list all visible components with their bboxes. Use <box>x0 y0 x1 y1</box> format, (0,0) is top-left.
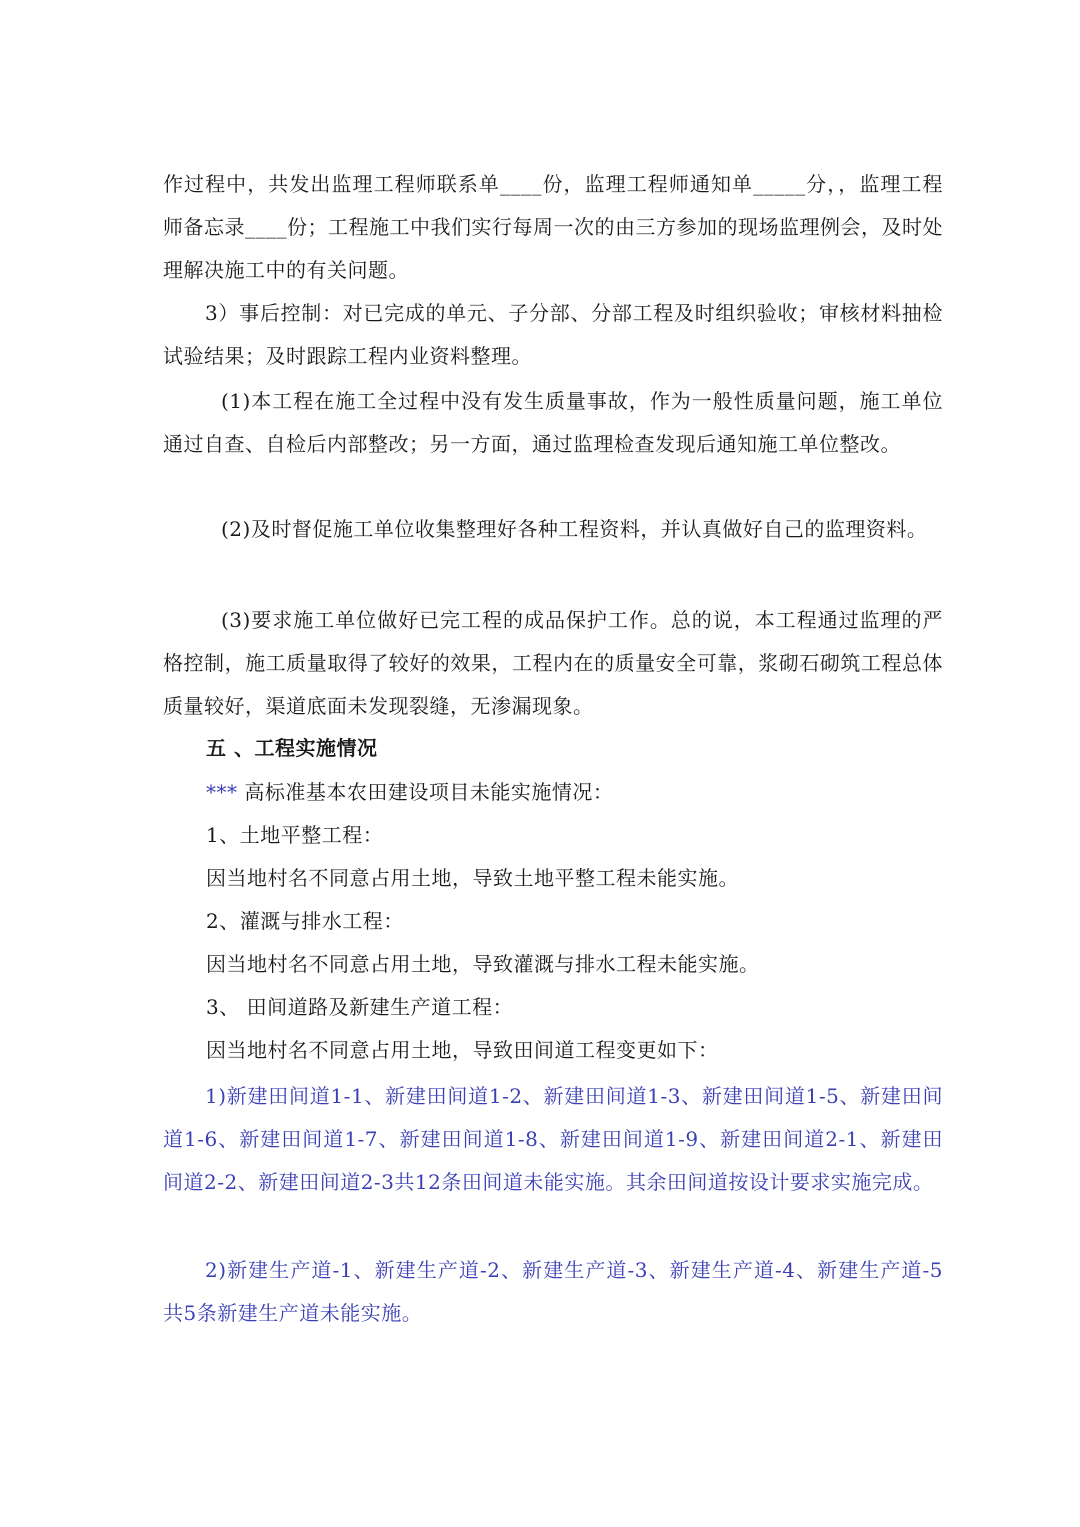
paragraph-quality-item-2: (2)及时督促施工单位收集整理好各种工程资料，并认真做好自己的监理资料。 <box>221 517 928 541</box>
paragraph-post-control: 3）事后控制：对已完成的单元、子分部、分部工程及时组织验收；审核材料抽检试验结果；及时跟踪工程内业资料整理。 <box>163 301 943 368</box>
change-list-1: 1)新建田间道1-1、新建田间道1-2、新建田间道1-3、新建田间道1-5、新建田间道1-6、新建田间道1-7、新建田间道1-8、新建田间道1-9、新建田间道2-1、新建田间道2-2、新建田间道2-3共12条田间道未能实施。其余田间道按设计要求实施完成。 <box>163 1084 943 1194</box>
paragraph-quality-item-1: (1)本工程在施工全过程中没有发生质量事故，作为一般性质量问题，施工单位通过自查、自检后内部整改；另一方面，通过监理检查发现后通知施工单位整改。 <box>163 389 943 456</box>
item-3-title: 3、 田间道路及新建生产道工程： <box>206 995 514 1019</box>
item-1-text: 因当地村名不同意占用土地，导致土地平整工程未能实施。 <box>206 866 739 890</box>
item-3-text: 因当地村名不同意占用土地，导致田间道工程变更如下： <box>206 1038 719 1062</box>
change-list-2: 2)新建生产道-1、新建生产道-2、新建生产道-3、新建生产道-4、新建生产道-5共5条新建生产道未能实施。 <box>163 1258 943 1325</box>
section-heading: 五 、工程实施情况 <box>206 736 378 760</box>
paragraph-meeting-records: 作过程中，共发出监理工程师联系单____份，监理工程师通知单_____分，，监理工程师备忘录____份；工程施工中我们实行每周一次的由三方参加的现场监理例会，及时处理解决施工中的有关问题。 <box>163 172 943 282</box>
paragraph-quality-item-3: (3)要求施工单位做好已完工程的成品保护工作。总的说，本工程通过监理的严格控制，施工质量取得了较好的效果，工程内在的质量安全可靠，浆砌石砌筑工程总体质量较好，渠道底面未发现裂缝，无渗漏现象。 <box>163 608 943 718</box>
item-2-text: 因当地村名不同意占用土地，导致灌溉与排水工程未能实施。 <box>206 952 760 976</box>
item-1-title: 1、土地平整工程： <box>206 823 384 847</box>
section-intro <box>206 771 613 814</box>
project-name-placeholder: *** <box>206 780 238 804</box>
item-2-title: 2、灌溉与排水工程： <box>206 909 404 933</box>
section-intro-text: 高标准基本农田建设项目未能实施情况： <box>237 780 614 804</box>
